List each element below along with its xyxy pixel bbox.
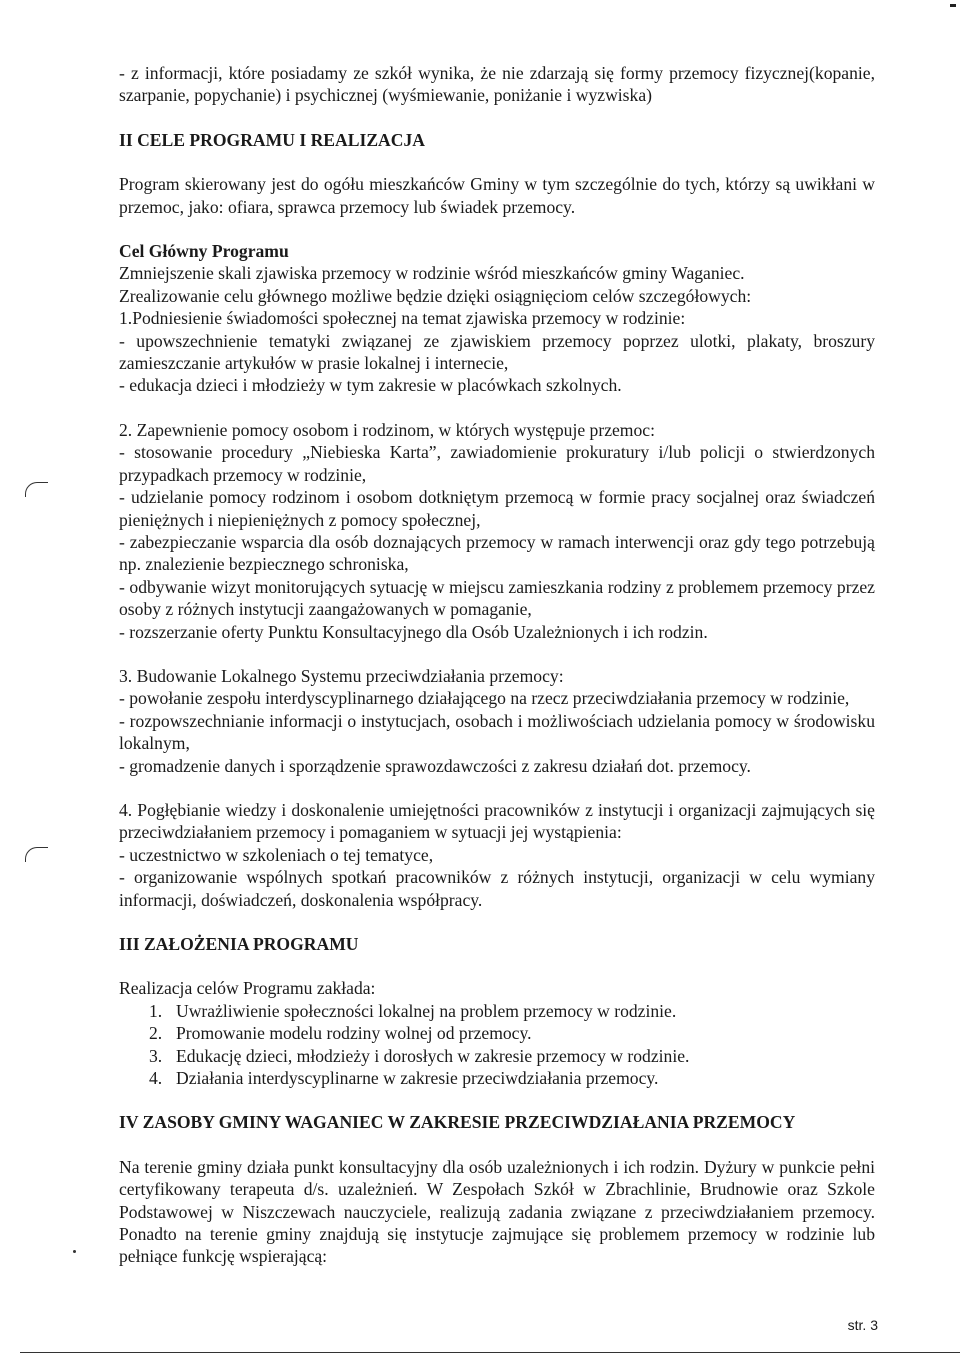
intro-paragraph: - z informacji, które posiadamy ze szkół wynika, że nie zdarzają się formy przemocy fizycznej(kopanie, szarpanie, popychanie) i psychicznej (wyśmiewanie, poniżanie i wyzwiska): [119, 63, 875, 106]
goal-3-item: - rozpowszechnianie informacji o instytucjach, osobach i możliwościach udzielania pomocy w środowisku lokalnym,: [119, 710, 875, 754]
list-item: 4. Działania interdyscyplinarne w zakresie przeciwdziałania przemocy.: [149, 1068, 659, 1089]
goal-2-item: - zabezpieczanie wsparcia dla osób doznających przemocy w ramach interwencji oraz gdy tego potrzebują np. znalezienie bezpiecznego schroniska,: [119, 531, 875, 575]
realization-text: Zrealizowanie celu głównego możliwe będzie dzięki osiągnięciom celów szczegółowych:: [119, 285, 752, 306]
bottom-rule: [20, 1352, 960, 1353]
page-number: str. 3: [847, 1317, 878, 1333]
section-heading-resources: IV ZASOBY GMINY WAGANIEC W ZAKRESIE PRZECIWDZIAŁANIA PRZEMOCY: [119, 1112, 796, 1133]
main-goal-title: Cel Główny Programu: [119, 241, 289, 262]
goal-2-title: 2. Zapewnienie pomocy osobom i rodzinom, w których występuje przemoc:: [119, 419, 655, 440]
program-target-paragraph: Program skierowany jest do ogółu mieszkańców Gminy w tym szczególnie do tych, którzy są uwikłani w przemoc, jako: ofiara, sprawca przemocy lub świadek przemocy.: [119, 174, 875, 217]
section-heading-assumptions: III ZAŁOŻENIA PROGRAMU: [119, 934, 359, 954]
goal-1-title: 1.Podniesienie świadomości społecznej na temat zjawiska przemocy w rodzinie:: [119, 308, 686, 329]
section-heading-goals: II CELE PROGRAMU I REALIZACJA: [119, 129, 425, 150]
main-goal-text: Zmniejszenie skali zjawiska przemocy w rodzinie wśród mieszkańców gminy Waganiec.: [119, 263, 745, 284]
goal-2-item: - udzielanie pomocy rodzinom i osobom dotkniętym przemocą w formie pracy socjalnej oraz świadczeń pieniężnych i niepieniężnych z pomocy społecznej,: [119, 487, 875, 530]
scan-margin-mark: [25, 847, 48, 862]
goal-2-item: - stosowanie procedury „Niebieska Karta”, zawiadomienie prokuratury i/lub policji o stwierdzonych przypadkach przemocy w rodzinie,: [119, 442, 875, 485]
goal-3-item: - gromadzenie danych i sporządzenie sprawozdawczości z zakresu działań dot. przemocy.: [119, 755, 751, 776]
goal-4-item: - uczestnictwo w szkoleniach o tej tematyce,: [119, 844, 434, 865]
assumptions-intro: Realizacja celów Programu zakłada:: [119, 978, 376, 999]
assumptions-list: [119, 1000, 875, 1090]
goal-3-item: - powołanie zespołu interdyscyplinarnego działającego na rzecz przeciwdziałania przemocy w rodzinie,: [119, 688, 850, 709]
document-page: [119, 62, 875, 1268]
goal-4-item: - organizowanie wspólnych spotkań pracowników z różnych instytucji, organizacji w celu wymiany informacji, doświadczeń, doskonalenia współpracy.: [119, 867, 875, 910]
goal-1-item: - upowszechnienie tematyki związanej ze zjawiskiem przemocy poprzez ulotki, plakaty, broszury zamieszczanie artykułów w prasie lokalnej i internecie,: [119, 330, 875, 374]
scan-margin-mark: [25, 482, 48, 497]
scan-dot: [73, 1250, 76, 1253]
goal-1-item: - edukacja dzieci i młodzieży w tym zakresie w placówkach szkolnych.: [119, 375, 622, 396]
list-item: 2. Promowanie modelu rodziny wolnej od przemocy.: [149, 1023, 532, 1044]
goal-2-item: - odbywanie wizyt monitorujących sytuację w miejscu zamieszkania rodziny z problemem przemocy przez osoby z różnych instytucji zaangażowanych w pomaganie,: [119, 576, 875, 620]
goal-3-title: 3. Budowanie Lokalnego Systemu przeciwdziałania przemocy:: [119, 665, 564, 686]
list-item: 1. Uwrażliwienie społeczności lokalnej na problem przemocy w rodzinie.: [149, 1000, 677, 1021]
goal-4-title: 4. Pogłębianie wiedzy i doskonalenie umiejętności pracowników z instytucji i organizacji zajmujących się przeciwdziałaniem przemocy i pomaganiem w sytuacji jej wystąpienia:: [119, 799, 875, 843]
list-item: 3. Edukację dzieci, młodzieży i dorosłych w zakresie przemocy w rodzinie.: [149, 1045, 690, 1066]
scan-corner-mark: [950, 4, 956, 7]
goal-2-item: - rozszerzanie oferty Punktu Konsultacyjnego dla Osób Uzależnionych i ich rodzin.: [119, 621, 708, 642]
resources-paragraph: Na terenie gminy działa punkt konsultacyjny dla osób uzależnionych i ich rodzin. Dyżury w punkcie pełni certyfikowany terapeuta d/s. uzależnień. W Zespołach Szkół w Zbrachlinie, Brudnowie oraz Szkole Podstawowej w Niszczewach nauczyciele, realizują zadania związane z przeciwdziałaniem przemocy. Ponadto na terenie gminy znajdują się instytucje zajmujące się problemem przemocy w rodzinie lub pełniące funkcję wspierającą:: [119, 1156, 875, 1267]
